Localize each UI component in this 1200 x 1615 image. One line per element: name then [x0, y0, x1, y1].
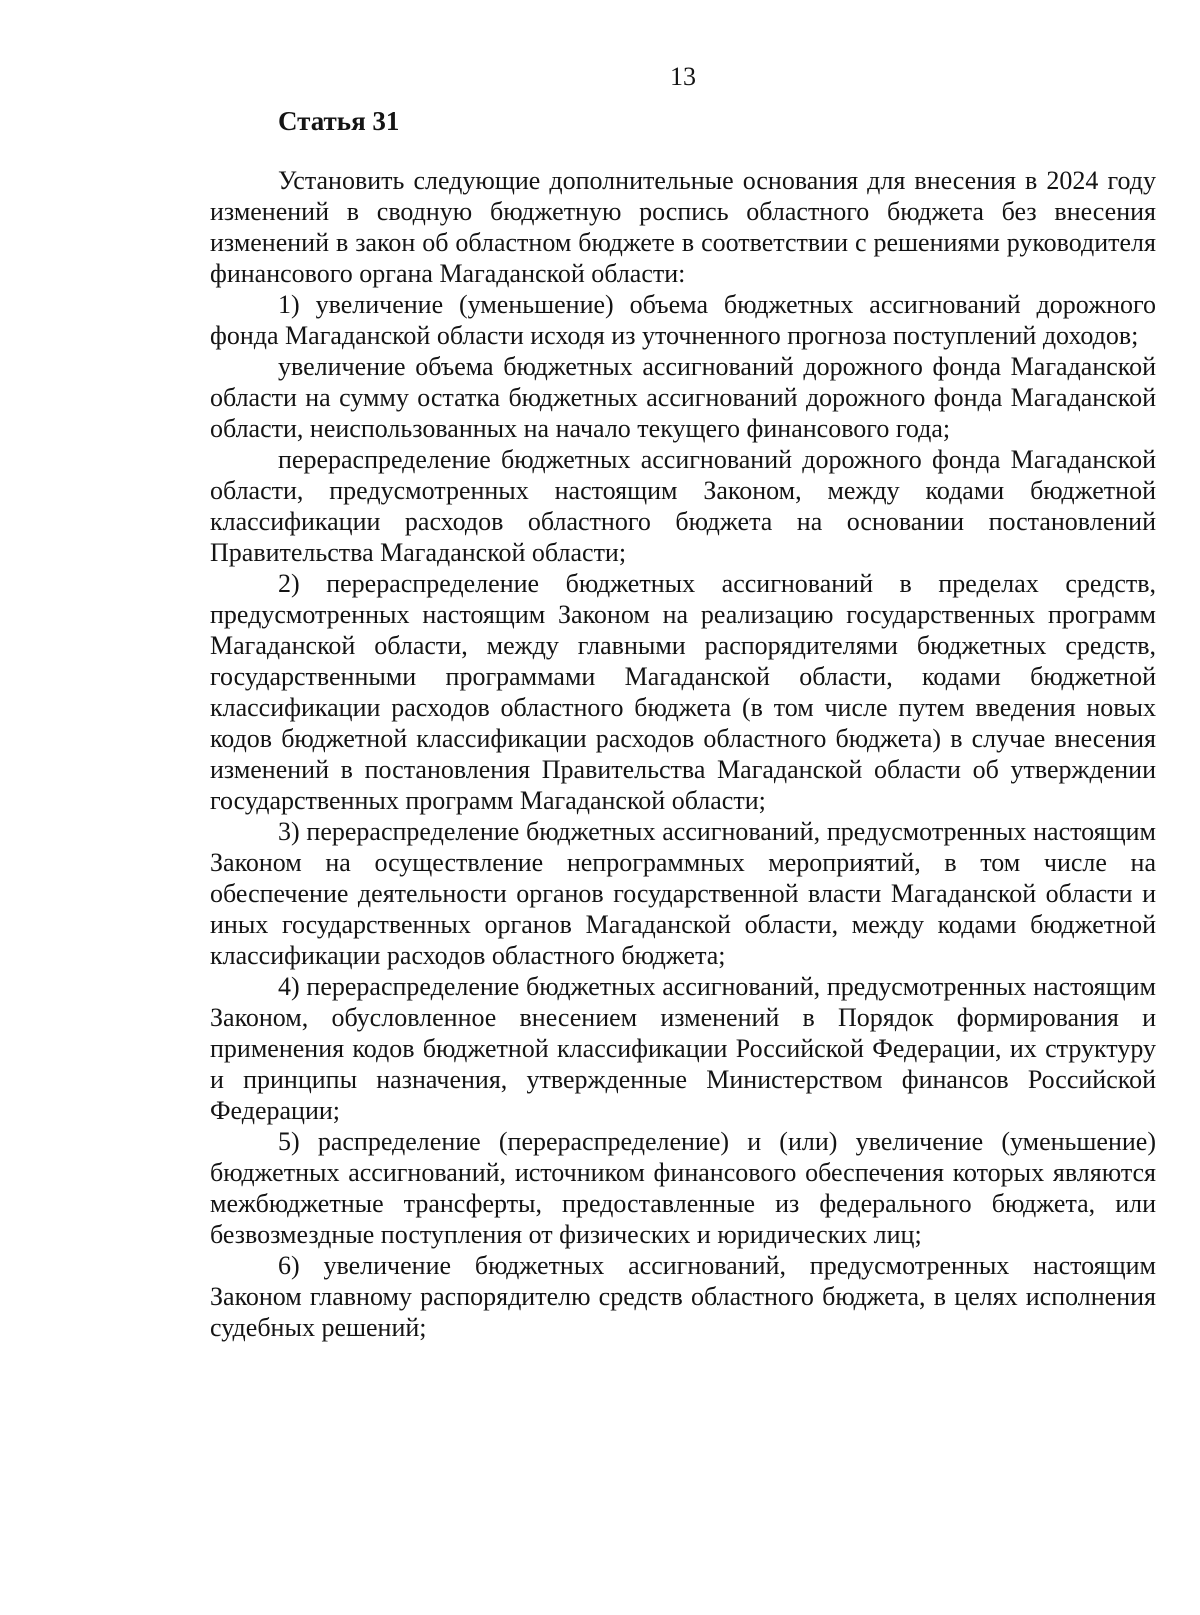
article-body [210, 165, 1156, 1343]
article-heading: Статья 31 [278, 106, 400, 136]
paragraph-item-6: 6) увеличение бюджетных ассигнований, предусмотренных настоящим Законом главному распорядителю средств областного бюджета, в целях исполнения судебных решений; [210, 1251, 1156, 1342]
paragraph-item-1-road-fund-remainder: увеличение объема бюджетных ассигнований дорожного фонда Магаданской области на сумму остатка бюджетных ассигнований дорожного фонда Магаданской области, неиспользованных на начало текущего финансового года; [210, 352, 1156, 443]
paragraph-item-1-road-fund-redistribution: перераспределение бюджетных ассигнований дорожного фонда Магаданской области, предусмотренных настоящим Законом, между кодами бюджетной классификации расходов областного бюджета на основании постановлений Правительства Магаданской области; [210, 445, 1156, 567]
paragraph-item-3: 3) перераспределение бюджетных ассигнований, предусмотренных настоящим Законом на осуществление непрограммных мероприятий, в том числе на обеспечение деятельности органов государственной власти Магаданской области и иных государственных органов Магаданской области, между кодами бюджетной классификации расходов областного бюджета; [210, 817, 1156, 970]
paragraph-intro: Установить следующие дополнительные основания для внесения в 2024 году изменений в сводную бюджетную роспись областного бюджета без внесения изменений в закон об областном бюджете в соответствии с решениями руководителя финансового органа Магаданской области: [210, 166, 1156, 288]
paragraph-item-4: 4) перераспределение бюджетных ассигнований, предусмотренных настоящим Законом, обусловленное внесением изменений в Порядок формирования и применения кодов бюджетной классификации Российской Федерации, их структуру и принципы назначения, утвержденные Министерством финансов Российской Федерации; [210, 972, 1156, 1125]
paragraph-item-2: 2) перераспределение бюджетных ассигнований в пределах средств, предусмотренных настоящим Законом на реализацию государственных программ Магаданской области, между главными распорядителями бюджетных средств, государственными программами Магаданской области, кодами бюджетной классификации расходов областного бюджета (в том числе путем введения новых кодов бюджетной классификации расходов областного бюджета) в случае внесения изменений в постановления Правительства Магаданской области об утверждении государственных программ Магаданской области; [210, 569, 1156, 815]
paragraph-item-5: 5) распределение (перераспределение) и (или) увеличение (уменьшение) бюджетных ассигнований, источником финансового обеспечения которых являются межбюджетные трансферты, предоставленные из федерального бюджета, или безвозмездные поступления от физических и юридических лиц; [210, 1127, 1156, 1249]
page-number: 13 [670, 62, 696, 91]
paragraph-item-1: 1) увеличение (уменьшение) объема бюджетных ассигнований дорожного фонда Магаданской области исходя из уточненного прогноза поступлений доходов; [210, 290, 1156, 350]
